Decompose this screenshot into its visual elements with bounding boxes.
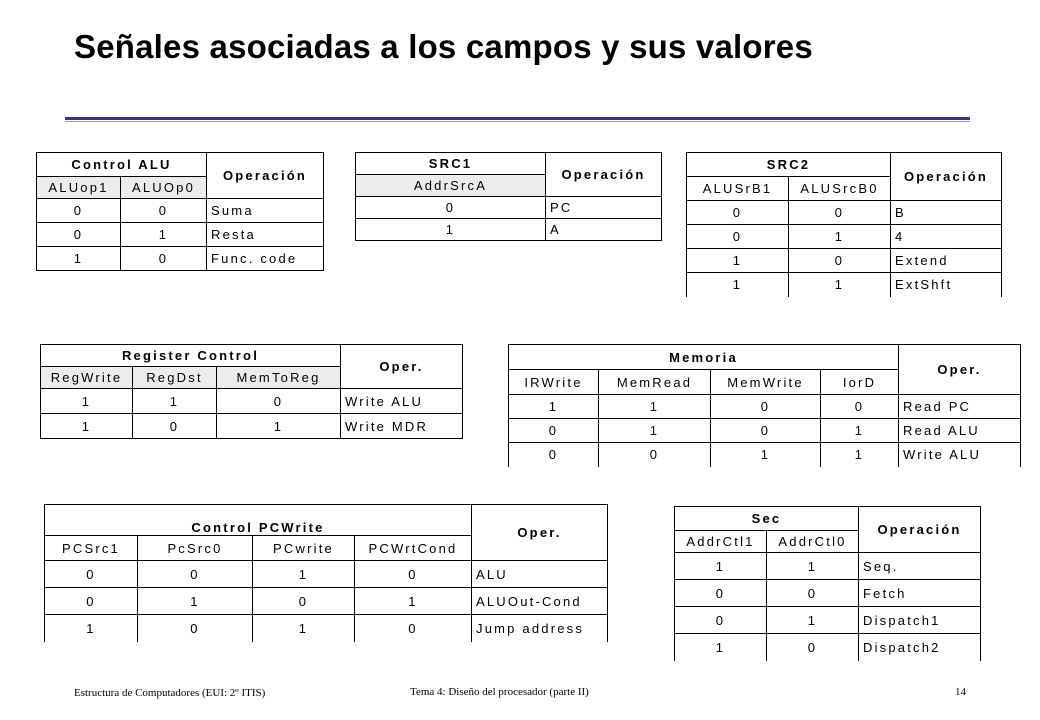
table-cell: 0 [356, 197, 546, 219]
table-cell: 1 [509, 395, 599, 419]
table-cell: ALU [472, 561, 608, 588]
table-cell: 1 [789, 225, 891, 249]
table-cell: 0 [45, 561, 138, 588]
table-cell: 0 [711, 419, 821, 443]
table-cell: 1 [675, 634, 767, 661]
table-cell: B [891, 201, 1002, 225]
column-header: RegWrite [41, 367, 133, 389]
footer-topic: Tema 4: Diseño del procesador (parte II) [410, 686, 589, 698]
table-cell: 1 [41, 414, 133, 439]
column-header: IorD [821, 370, 899, 395]
table-cell: Fetch [859, 580, 981, 607]
column-header: IRWrite [509, 370, 599, 395]
src2-table [686, 152, 1002, 297]
table-group-header: Control ALU [37, 153, 207, 177]
table-cell: 0 [675, 607, 767, 634]
table-cell: 0 [509, 419, 599, 443]
table-group-header: Memoria [509, 345, 899, 370]
table-cell: ALUOut-Cond [472, 588, 608, 615]
column-header: ALUOp0 [121, 177, 207, 199]
column-header: RegDst [133, 367, 217, 389]
table-cell: 1 [355, 588, 472, 615]
table-cell: Read ALU [899, 419, 1021, 443]
column-header: AddrCtl1 [675, 531, 767, 553]
sec-table [674, 506, 981, 661]
table-cell: Write ALU [899, 443, 1021, 467]
table-cell: 1 [217, 414, 341, 439]
table-cell: PC [546, 197, 662, 219]
table-cell: 0 [253, 588, 355, 615]
table-cell: 0 [37, 223, 121, 247]
column-header: ALUSrB1 [687, 177, 789, 201]
table-cell: 1 [45, 615, 138, 642]
table-group-header: Register Control [41, 345, 341, 367]
table-cell: 1 [767, 553, 859, 580]
table-cell: 0 [121, 199, 207, 223]
table-cell: A [546, 219, 662, 241]
table-cell: Write MDR [341, 414, 463, 439]
table-cell: 0 [45, 588, 138, 615]
table-cell: Extend [891, 249, 1002, 273]
table-cell: 1 [599, 395, 711, 419]
page-number: 14 [955, 686, 966, 698]
table-cell: 1 [687, 249, 789, 273]
table-cell: 0 [767, 634, 859, 661]
table-cell: Func. code [207, 247, 324, 271]
table-cell: 0 [138, 615, 253, 642]
table-cell: Dispatch2 [859, 634, 981, 661]
table-cell: Jump address [472, 615, 608, 642]
table-cell: 4 [891, 225, 1002, 249]
table-cell: 0 [675, 580, 767, 607]
title-underline [65, 117, 970, 120]
src1-table [355, 152, 662, 241]
table-group-header: SRC1 [356, 153, 546, 175]
operation-header: Oper. [899, 345, 1021, 395]
table-cell: 0 [687, 201, 789, 225]
operation-header: Operación [546, 153, 662, 197]
column-header: AddrCtl0 [767, 531, 859, 553]
table-cell: 0 [789, 201, 891, 225]
column-header: MemToReg [217, 367, 341, 389]
table-cell: 0 [789, 249, 891, 273]
table-cell: 1 [599, 419, 711, 443]
table-cell: 1 [253, 615, 355, 642]
column-header: MemRead [599, 370, 711, 395]
operation-header: Operación [207, 153, 324, 199]
table-cell: 0 [599, 443, 711, 467]
table-cell: 1 [121, 223, 207, 247]
table-cell: Read PC [899, 395, 1021, 419]
title-underline-shadow [65, 121, 970, 122]
column-header: PCwrite [253, 536, 355, 561]
operation-header: Operación [891, 153, 1002, 201]
column-header: AddrSrcA [356, 175, 546, 197]
table-cell: 1 [687, 273, 789, 297]
table-cell: Seq. [859, 553, 981, 580]
table-cell: 1 [675, 553, 767, 580]
table-cell: Write ALU [341, 389, 463, 414]
table-cell: 1 [789, 273, 891, 297]
table-group-header: SRC2 [687, 153, 891, 177]
table-cell: 1 [138, 588, 253, 615]
table-cell: 1 [37, 247, 121, 271]
column-header: PCSrc1 [45, 536, 138, 561]
table-cell: 1 [821, 443, 899, 467]
table-cell: 0 [121, 247, 207, 271]
table-cell: Dispatch1 [859, 607, 981, 634]
column-header: ALUSrcB0 [789, 177, 891, 201]
operation-header: Operación [859, 507, 981, 553]
table-cell: Resta [207, 223, 324, 247]
table-cell: 0 [767, 580, 859, 607]
table-cell: 0 [687, 225, 789, 249]
table-cell: 1 [253, 561, 355, 588]
memoria-table [508, 344, 1021, 467]
table-cell: 1 [133, 389, 217, 414]
table-cell: 1 [356, 219, 546, 241]
table-cell: Suma [207, 199, 324, 223]
column-header: PCWrtCond [355, 536, 472, 561]
table-cell: 1 [821, 419, 899, 443]
table-cell: 0 [217, 389, 341, 414]
table-cell: 1 [767, 607, 859, 634]
table-cell: 0 [509, 443, 599, 467]
control-pcwrite-table [44, 504, 608, 642]
table-group-header: Sec [675, 507, 859, 531]
table-cell: 0 [711, 395, 821, 419]
table-cell: 0 [355, 615, 472, 642]
column-header: PcSrc0 [138, 536, 253, 561]
table-cell: 0 [821, 395, 899, 419]
operation-header: Oper. [472, 505, 608, 561]
table-cell: 0 [37, 199, 121, 223]
table-cell: ExtShft [891, 273, 1002, 297]
table-cell: 0 [133, 414, 217, 439]
control-alu-table [36, 152, 324, 271]
register-control-table [40, 344, 463, 439]
footer-course: Estructura de Computadores (EUI: 2º ITIS) [74, 687, 266, 699]
slide-title: Señales asociadas a los campos y sus valores [74, 28, 813, 65]
table-cell: 0 [355, 561, 472, 588]
table-cell: 1 [41, 389, 133, 414]
column-header: MemWrite [711, 370, 821, 395]
table-cell: 1 [711, 443, 821, 467]
table-group-header: Control PCWrite [45, 505, 472, 536]
table-cell: 0 [138, 561, 253, 588]
column-header: ALUop1 [37, 177, 121, 199]
operation-header: Oper. [341, 345, 463, 389]
